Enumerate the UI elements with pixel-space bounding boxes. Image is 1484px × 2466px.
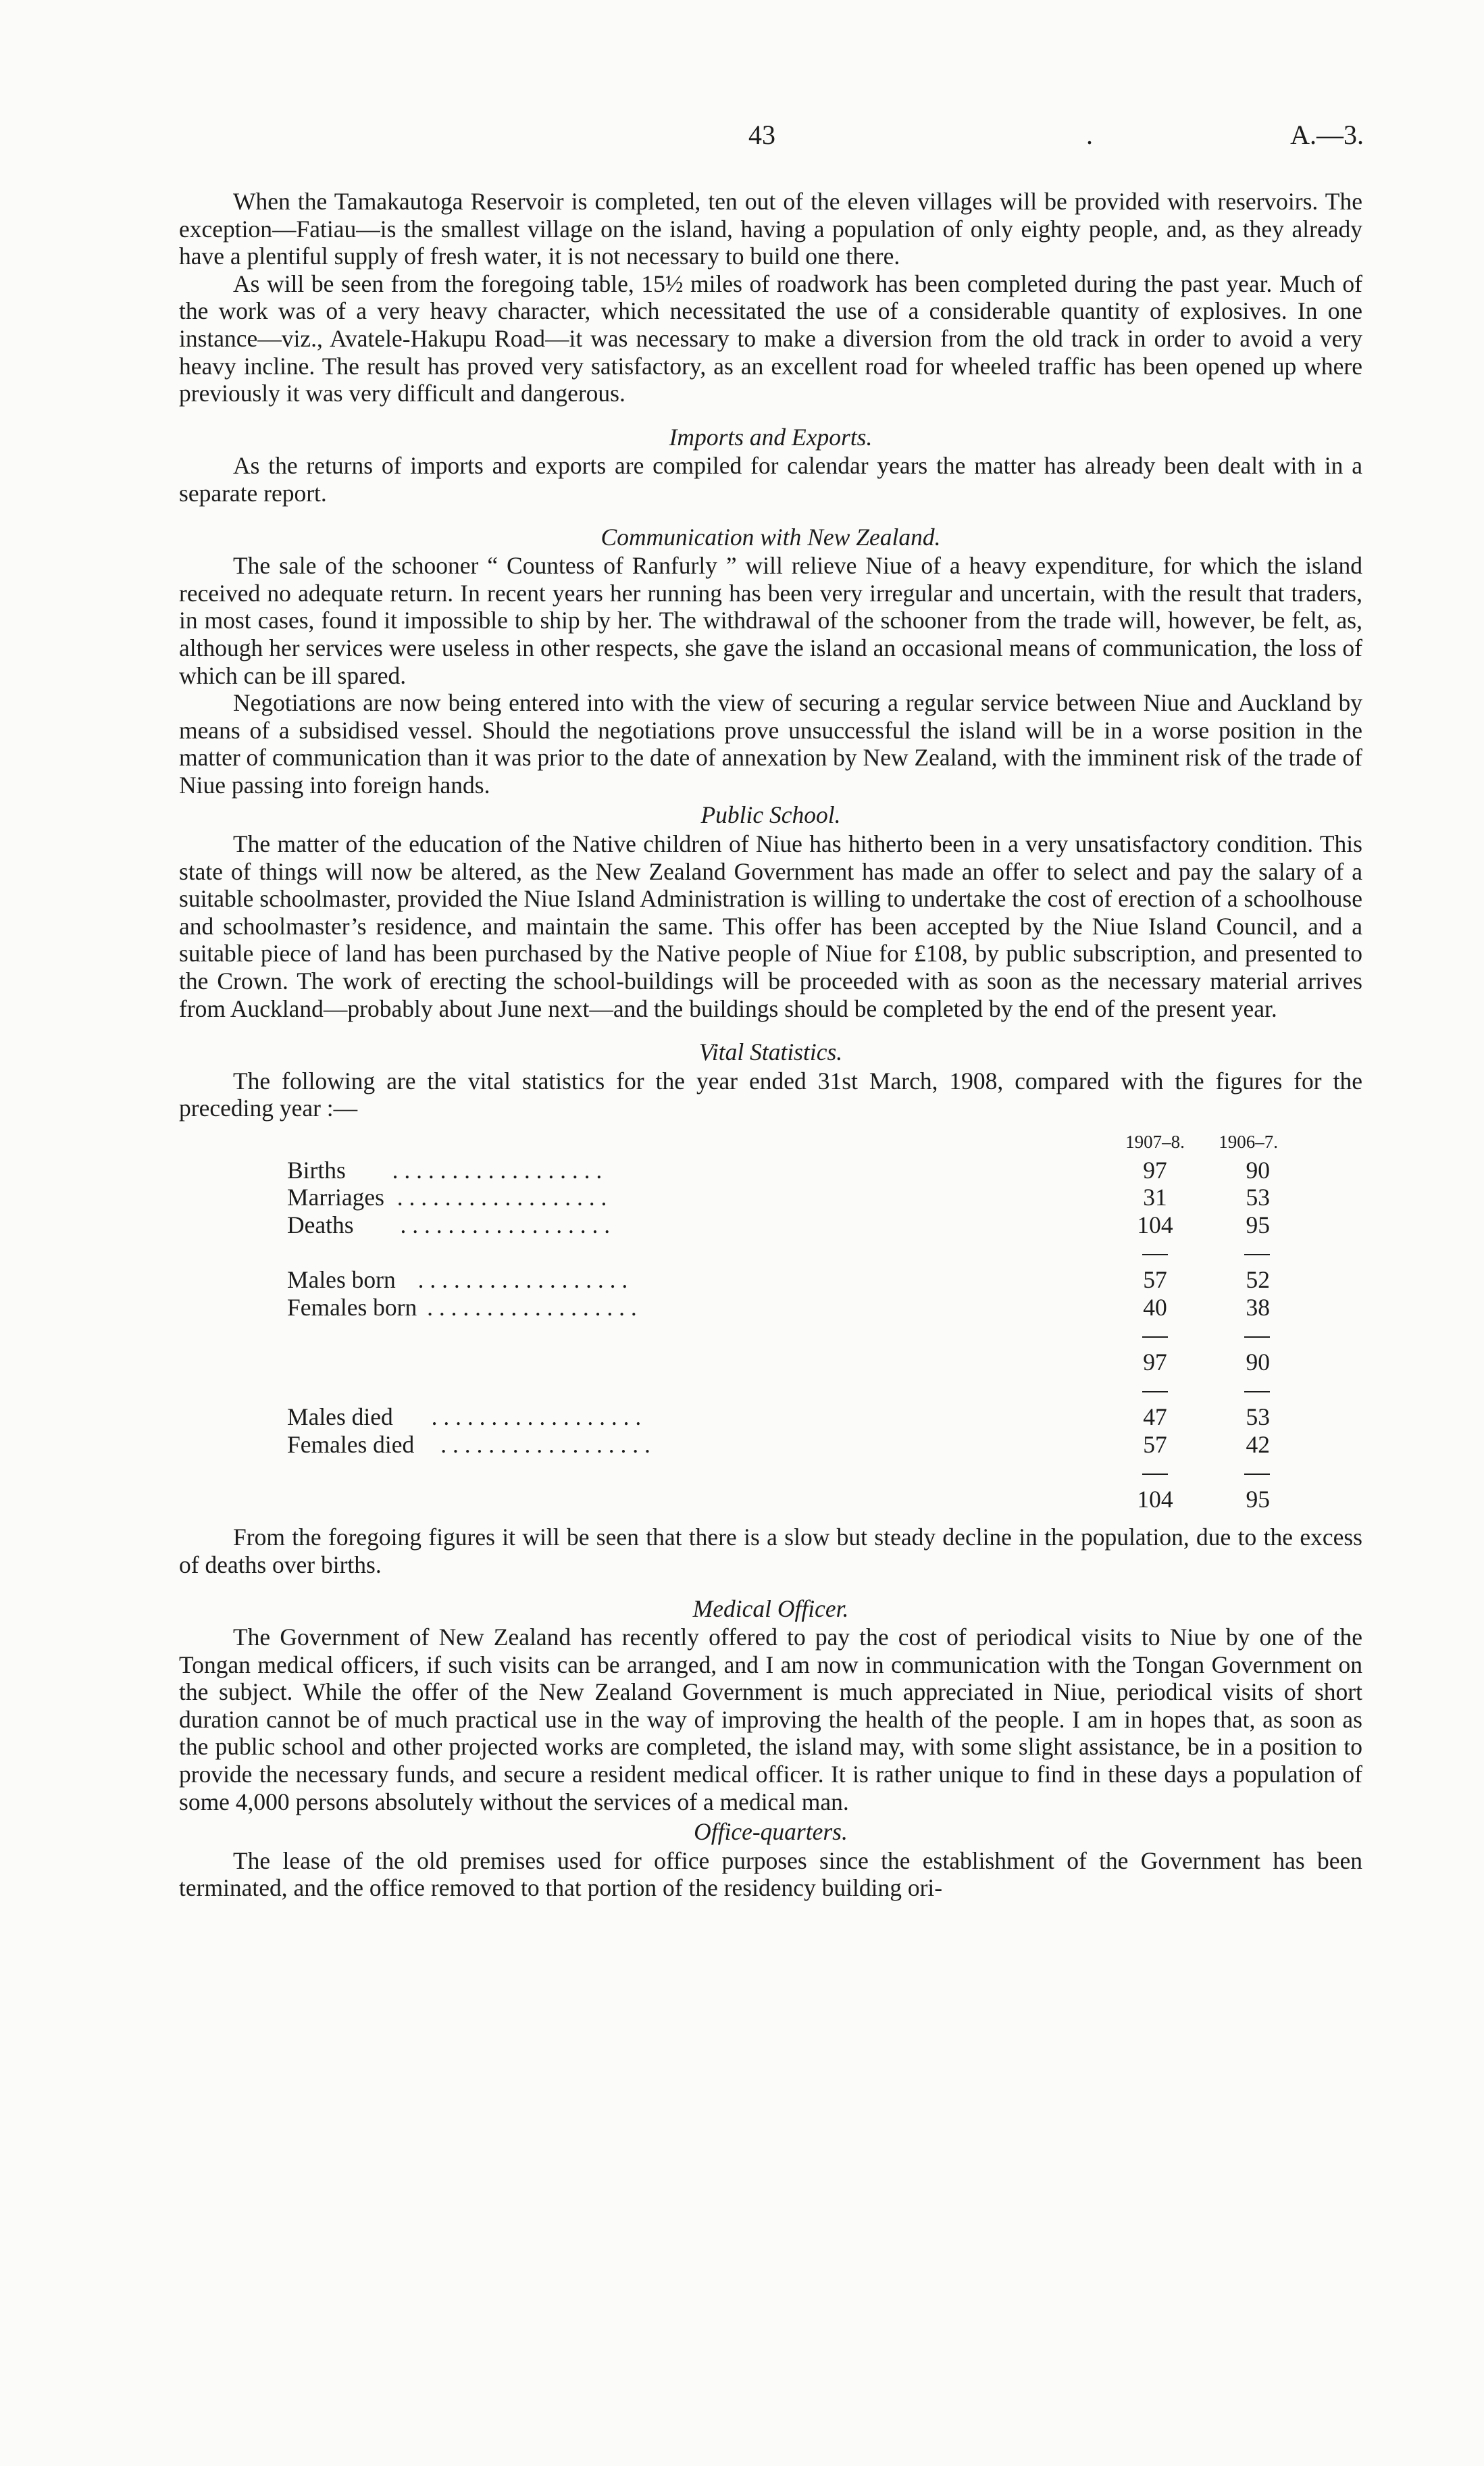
leader-dots: . . . . . . . . . . . . . . . . . . xyxy=(431,1403,642,1430)
cell-value: 52 xyxy=(1246,1265,1270,1293)
page-number: 43 xyxy=(748,120,775,150)
table-row xyxy=(287,1157,1290,1184)
leader-dots: . . . . . . . . . . . . . . . . . . xyxy=(427,1293,637,1321)
paragraph: The following are the vital statistics for the year ended 31st March, 1908, compared with the figures for the preceding year :— xyxy=(179,1067,1362,1122)
cell-value: 90 xyxy=(1246,1156,1270,1184)
subtotal-rule xyxy=(287,1238,1290,1266)
section-heading-office: Office-quarters. xyxy=(694,1818,848,1846)
paragraph: As will be seen from the foregoing table, 15½ miles of roadwork has been completed during the past year. Much of the work was of a very heavy character, which necessitated the use of a considerable quantity of explosives. In one instance—viz., Avatele-Hakupu Road—it was necessary to make a diversion from the old track in order to avoid a very heavy incline. The result has proved very satisfactory, as an excellent road for wheeled traffic has been opened up where previously it was very difficult and dangerous. xyxy=(179,270,1362,407)
cell-value: 104 xyxy=(1137,1211,1173,1238)
total-value: 90 xyxy=(1246,1348,1270,1376)
paragraph: The lease of the old premises used for office purposes since the establishment of the Government has been terminated, and the office removed to that portion of the residency building ori- xyxy=(179,1846,1362,1902)
row-label: Females died xyxy=(287,1430,415,1458)
section-heading-communication: Communication with New Zealand. xyxy=(600,523,941,551)
table-row xyxy=(287,1294,1290,1322)
leader-dots: . . . . . . . . . . . . . . . . . . xyxy=(400,1211,611,1238)
paragraph: As the returns of imports and exports are compiled for calendar years the matter has already been dealt with in a separate report. xyxy=(179,452,1362,507)
table-row xyxy=(287,1403,1290,1431)
row-label: Deaths xyxy=(287,1211,354,1238)
cell-value: 42 xyxy=(1246,1430,1270,1458)
subtotal-rule xyxy=(287,1376,1290,1403)
total-row xyxy=(287,1486,1290,1513)
document-body xyxy=(179,188,1362,1902)
subtotal-rule xyxy=(287,1321,1290,1349)
column-header-1906-7: 1906–7. xyxy=(1219,1132,1278,1152)
rule-line xyxy=(1244,1254,1270,1255)
total-value: 104 xyxy=(1137,1485,1173,1513)
cell-value: 53 xyxy=(1246,1184,1270,1211)
section-heading-medical: Medical Officer. xyxy=(692,1594,849,1622)
rule-line xyxy=(1244,1474,1270,1475)
cell-value: 40 xyxy=(1143,1293,1167,1321)
leader-dots: . . . . . . . . . . . . . . . . . . xyxy=(396,1184,607,1211)
total-row xyxy=(287,1349,1290,1376)
table-row xyxy=(287,1431,1290,1459)
column-header-1907-8: 1907–8. xyxy=(1125,1132,1185,1152)
table-row xyxy=(287,1211,1290,1239)
section-heading-imports: Imports and Exports. xyxy=(669,423,873,451)
row-label: Births xyxy=(287,1156,346,1184)
cell-value: 47 xyxy=(1143,1403,1167,1430)
row-label: Marriages xyxy=(287,1184,384,1211)
row-label: Females born xyxy=(287,1293,417,1321)
total-value: 97 xyxy=(1143,1348,1167,1376)
page-header xyxy=(0,119,1484,159)
paragraph: Negotiations are now being entered into with the view of securing a regular service between Niue and Auckland by means of a subsidised vessel. Should the negotiations prove unsuccessful the island will be in a worse position in the matter of communication than it was prior to the date of annexation by New Zealand, with the imminent risk of the trade of Niue passing into foreign hands. xyxy=(179,689,1362,799)
cell-value: 57 xyxy=(1143,1265,1167,1293)
paragraph: From the foregoing figures it will be seen that there is a slow but steady decline in the population, due to the excess of deaths over births. xyxy=(179,1524,1362,1578)
subtotal-rule xyxy=(287,1458,1290,1486)
row-label: Males born xyxy=(287,1265,396,1293)
cell-value: 97 xyxy=(1143,1156,1167,1184)
table-row xyxy=(287,1184,1290,1211)
row-label: Males died xyxy=(287,1403,393,1430)
leader-dots: . . . . . . . . . . . . . . . . . . xyxy=(417,1265,628,1293)
cell-value: 31 xyxy=(1143,1184,1167,1211)
rule-line xyxy=(1244,1391,1270,1392)
cell-value: 57 xyxy=(1143,1430,1167,1458)
rule-line xyxy=(1142,1336,1168,1338)
cell-value: 53 xyxy=(1246,1403,1270,1430)
paragraph: The sale of the schooner “ Countess of Ranfurly ” will relieve Niue of a heavy expenditure, for which the island received no adequate return. In recent years her running has been very irregular and uncertain, with the result that traders, in most cases, found it impossible to ship by her. The withdrawal of the schooner from the trade will, however, be felt, as, although her services were useless in other respects, she gave the island an occasional means of communication, the loss of which can be ill spared. xyxy=(179,552,1362,689)
cell-value: 38 xyxy=(1246,1293,1270,1321)
total-value: 95 xyxy=(1246,1485,1270,1513)
rule-line xyxy=(1142,1254,1168,1255)
document-reference: A.—3. xyxy=(1290,120,1364,150)
rule-line xyxy=(1142,1391,1168,1392)
section-heading-school: Public School. xyxy=(700,801,841,829)
leader-dots: . . . . . . . . . . . . . . . . . . xyxy=(392,1156,603,1184)
leader-dots: . . . . . . . . . . . . . . . . . . xyxy=(440,1430,650,1458)
rule-line xyxy=(1244,1336,1270,1338)
table-row xyxy=(287,1266,1290,1294)
cell-value: 95 xyxy=(1246,1211,1270,1238)
section-heading-vital: Vital Statistics. xyxy=(698,1038,843,1066)
header-dot: . xyxy=(1086,120,1093,150)
rule-line xyxy=(1142,1474,1168,1475)
paragraph: When the Tamakautoga Reservoir is completed, ten out of the eleven villages will be provided with reservoirs. The exception—Fatiau—is the smallest village on the island, having a population of only eighty people, and, as they already have a plentiful supply of fresh water, it is not necessary to build one there. xyxy=(179,188,1362,270)
paragraph: The Government of New Zealand has recently offered to pay the cost of periodical visits to Niue by one of the Tongan medical officers, if such visits can be arranged, and I am now in communication with the Tongan Government on the subject. While the offer of the New Zealand Government is much appreciated in Niue, periodical visits of short duration cannot be of much practical use in the way of improving the health of the people. I am in hopes that, as soon as the public school and other projected works are completed, the island may, with some slight assistance, be in a position to provide the necessary funds, and secure a resident medical officer. It is rather unique to find in these days a population of some 4,000 persons absolutely without the services of a medical man. xyxy=(179,1624,1362,1815)
vital-statistics-table xyxy=(179,1128,1362,1513)
paragraph: The matter of the education of the Native children of Niue has hitherto been in a very unsatisfactory condition. This state of things will now be altered, as the New Zealand Government has made an offer to select and pay the salary of a suitable schoolmaster, provided the Niue Island Administration is willing to undertake the cost of erection of a schoolhouse and schoolmaster’s residence, and maintain the same. This offer has been accepted by the Niue Island Council, and a suitable piece of land has been purchased by the Native people of Niue for £108, by public subscription, and presented to the Crown. The work of erecting the school-buildings will be proceeded with as soon as the necessary material arrives from Auckland—probably about June next—and the buildings should be completed by the end of the present year. xyxy=(179,830,1362,1022)
